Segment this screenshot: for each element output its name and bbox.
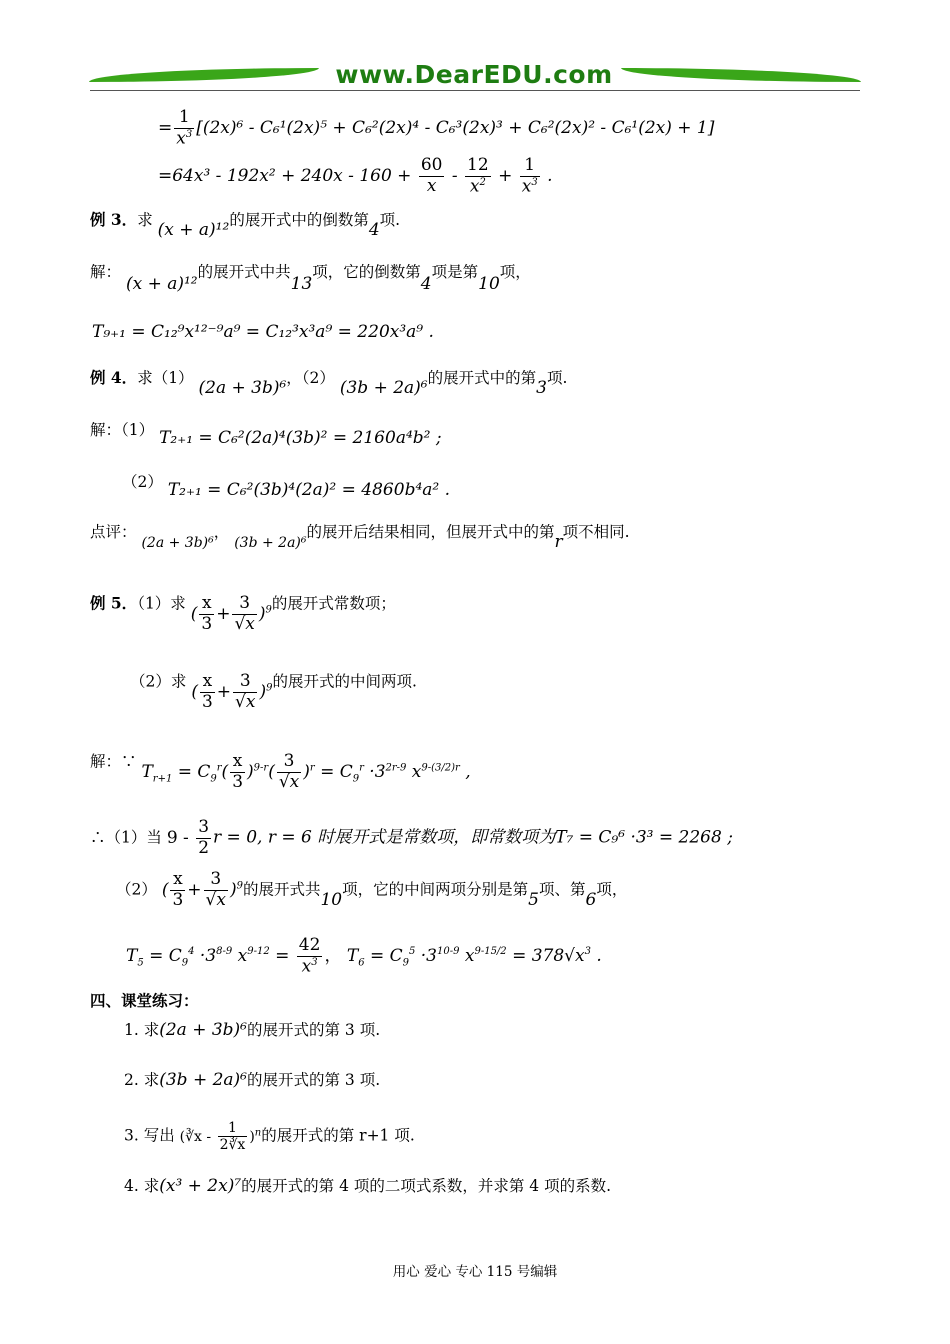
green-leaf-left-decoration bbox=[89, 68, 319, 82]
example-5-part2: （2）求 ( $\frac{x}{3}$ + $\frac{3}{√x}$ )$^9$的展开式的中间两项. bbox=[130, 671, 417, 712]
solution-5-part1: ∴（1）当 9 - $\frac{3}{2}$ r = 0, r = 6 时展开式是常数项，即常数项为T₇ = C₉⁶ ·3³ = 2268 ; bbox=[90, 817, 733, 858]
page-footer: 用心 爱心 专心 115 号编辑 bbox=[392, 1264, 558, 1280]
solution-4-part1: 解：（1） T₂₊₁ = C₆²(2a)⁴(3b)² = 2160a⁴b² ; bbox=[90, 421, 442, 448]
equation-line-2: =64x³ - 192x² + 240x - 160 + $\frac{60}{x}$ - $\frac{12}{x^2}$ + $\frac{1}{x^3}$ . bbox=[158, 155, 553, 197]
comment: 点评： (2a + 3b)⁶， (3b + 2a)⁶的展开后结果相同，但展开式中的第r项不相同. bbox=[90, 523, 630, 552]
solution-3-formula: T₉₊₁ = C₁₂⁹x¹²⁻⁹a⁹ = C₁₂³x³a⁹ = 220x³a⁹ . bbox=[92, 322, 434, 342]
equation-line-1: = $\frac{1}{x^3}$ [(2x)⁶ - C₆¹(2x)⁵ + C₆²(2x)⁴ - C₆³(2x)³ + C₆²(2x)² - C₆¹(2x) + 1] bbox=[158, 107, 715, 149]
practice-question-2: 2. 求(3b + 2a)⁶的展开式的第 3 项. bbox=[124, 1070, 381, 1090]
practice-title: 四、课堂练习： bbox=[90, 991, 199, 1010]
example-3: 例 3．求 (x + a)¹²的展开式中的倒数第4项. bbox=[90, 210, 401, 240]
solution-4-part2: （2） T₂₊₁ = C₆²(3b)⁴(2a)² = 4860b⁴a² . bbox=[122, 473, 451, 500]
header-rule bbox=[90, 90, 860, 91]
example-5-part1: 例 5．（1）求 ( $\frac{x}{3}$ + $\frac{3}{√x}$ )$^9$的展开式常数项； bbox=[90, 593, 396, 634]
solution-5-general-term: 解：∵ $T_{r+1} = C_9^r$( $\frac{x}{3}$ )$^{9-r}$( $\frac{3}{√x}$ )$^r = C_9^r \cdot 3^{2r-9}$ $x^{9-(3/2)r}$ , bbox=[90, 751, 471, 792]
practice-question-4: 4. 求(x³ + 2x)⁷的展开式的第 4 项的二项式系数，并求第 4 项的系数. bbox=[124, 1176, 612, 1196]
solution-5-part2: （2） ( $\frac{x}{3}$ + $\frac{3}{√x}$ )$^9$的展开式共10项，它的中间两项分别是第5项、第6项， bbox=[116, 869, 628, 910]
solution-3-text: 解： (x + a)¹²的展开式中共13项，它的倒数第4项是第10项， bbox=[90, 263, 531, 294]
practice-question-1: 1. 求(2a + 3b)⁶的展开式的第 3 项. bbox=[124, 1020, 381, 1040]
example-4: 例 4．求（1） (2a + 3b)⁶，（2） (3b + 2a)⁶的展开式中的第3项. bbox=[90, 368, 568, 398]
practice-question-3: 3. 写出 (∛x - $\frac{1}{2∛x}$ )$^n$的展开式的第 r+1 项. bbox=[124, 1120, 415, 1154]
site-brand: www.DearEDU.com bbox=[335, 60, 613, 89]
green-leaf-right-decoration bbox=[621, 68, 861, 82]
solution-5-middle-terms: $T_5 = C_9^4 \cdot 3^{8-9}$ $x^{9-12}$ = $\frac{42}{x^3}$ ， $T_6 = C_9^5 \cdot 3^{10-9}$ $x^{9-15/2} = 378√x^3$ . bbox=[126, 935, 602, 977]
